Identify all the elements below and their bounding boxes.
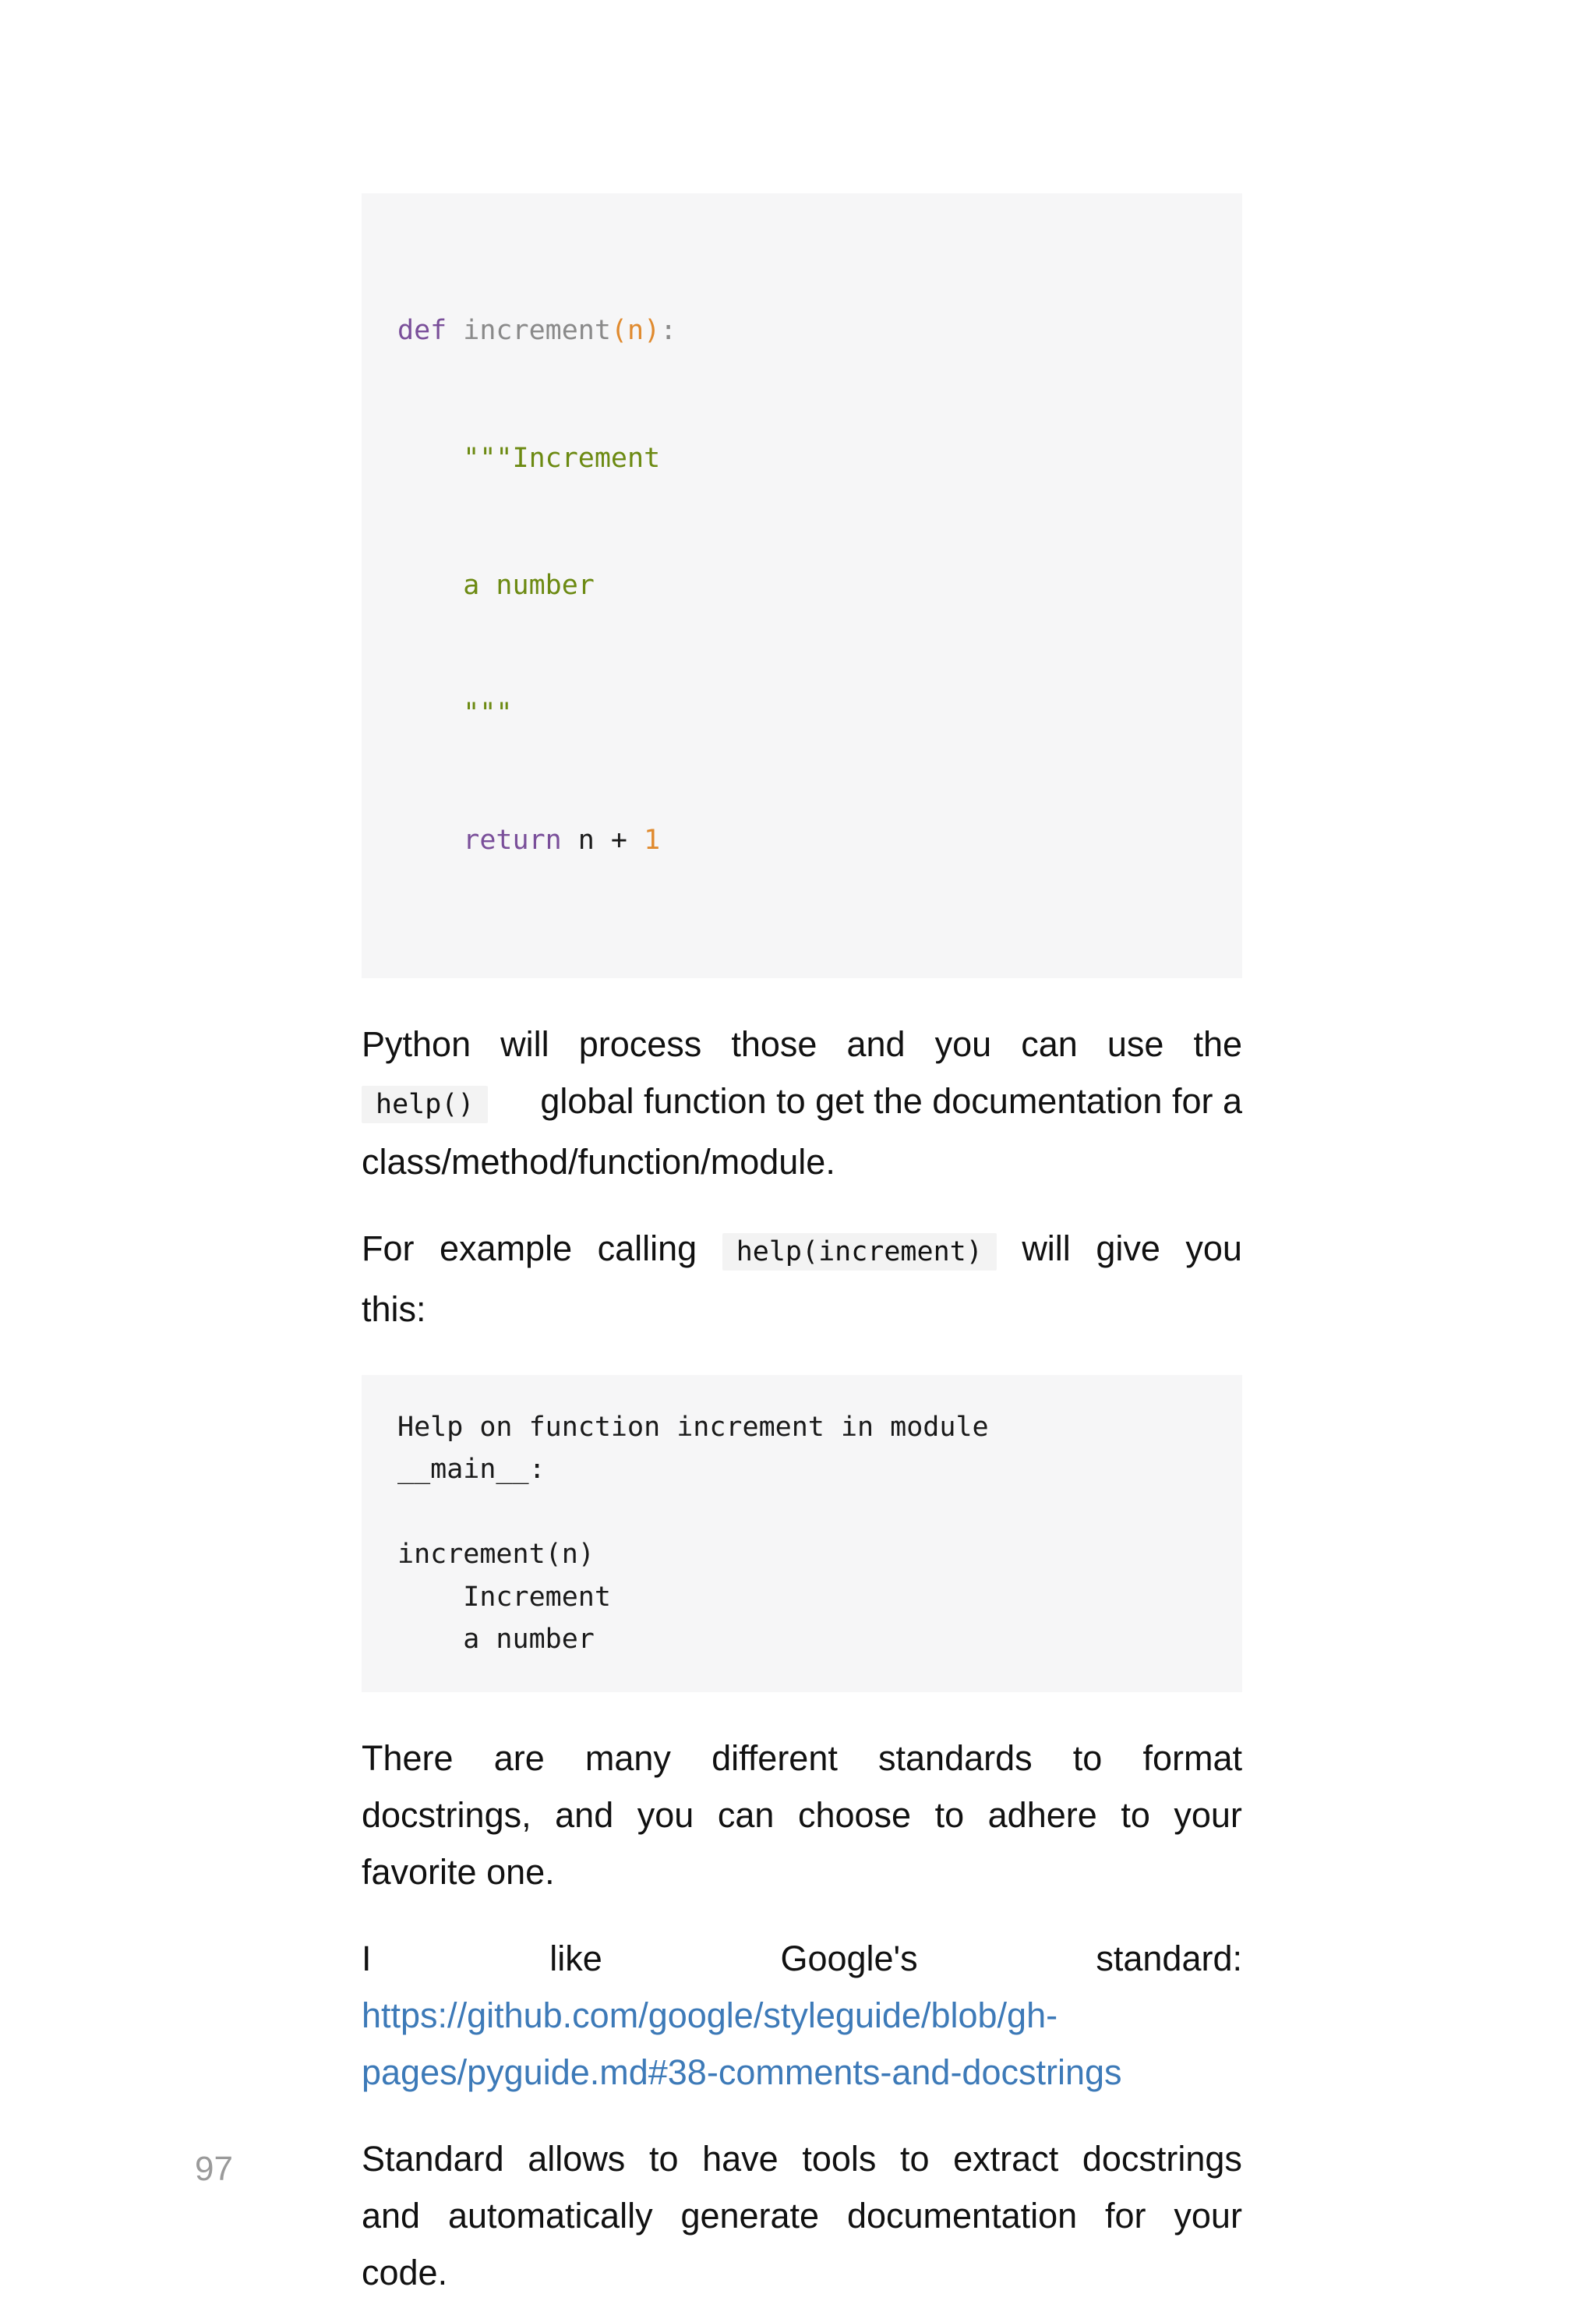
word: automatically	[447, 2195, 653, 2236]
text-line: code.	[362, 2252, 448, 2292]
text-line	[362, 2130, 1242, 2187]
word: will	[500, 1023, 549, 1064]
word: and	[362, 2195, 421, 2236]
paragraph-example-calling	[362, 1220, 1242, 1338]
word: those	[731, 1023, 817, 1064]
word: calling	[597, 1228, 697, 1268]
word: different	[711, 1737, 838, 1778]
text-line	[362, 1930, 1242, 1987]
text-span: global function to get the documentation for a	[530, 1080, 1242, 1121]
word: extract	[953, 2138, 1059, 2179]
word: Google's	[780, 1938, 918, 1978]
code-output-line: __main__:	[397, 1454, 546, 1485]
word: have	[702, 2138, 779, 2179]
text-line: this:	[362, 1288, 426, 1329]
code-paren-open: (	[610, 315, 628, 346]
word: give	[1096, 1228, 1160, 1268]
word: Python	[362, 1023, 471, 1064]
word: to	[1072, 1737, 1103, 1778]
code-docstring-line: """Increment	[397, 442, 661, 474]
styleguide-link-continued[interactable]: pages/pyguide.md#38-comments-and-docstrings	[362, 2052, 1122, 2092]
word: Standard	[362, 2138, 504, 2179]
word: your	[1174, 1794, 1242, 1835]
text-line	[362, 1787, 1242, 1843]
inline-code-help: help()	[362, 1086, 488, 1123]
word: and	[846, 1023, 906, 1064]
word: you	[1185, 1228, 1242, 1268]
word: format	[1142, 1737, 1242, 1778]
word: and	[555, 1794, 614, 1835]
code-function-name: increment	[447, 315, 611, 346]
text-line	[362, 1073, 1242, 1133]
word: docstrings,	[362, 1794, 531, 1835]
code-return-expr: n +	[561, 825, 644, 856]
text-line	[362, 2187, 1242, 2244]
paragraph-help-function	[362, 1016, 1242, 1190]
code-output-line	[397, 1491, 1206, 1534]
text-line	[362, 1016, 1242, 1073]
code-docstring-line: a number	[397, 570, 595, 601]
word: are	[493, 1737, 545, 1778]
code-block-help-output	[362, 1375, 1242, 1692]
code-param: n	[627, 315, 644, 346]
code-colon: :	[660, 315, 677, 346]
code-keyword-return: return	[397, 825, 562, 856]
code-output-line: Help on function increment in module	[397, 1411, 989, 1443]
paragraph-standard-tools	[362, 2130, 1242, 2301]
code-number: 1	[644, 825, 661, 856]
code-output-line: Increment	[397, 1581, 611, 1613]
styleguide-link[interactable]: https://github.com/google/styleguide/blob/gh-	[362, 1995, 1058, 2035]
code-output-line: a number	[397, 1624, 595, 1655]
word: for	[1105, 2195, 1146, 2236]
paragraph-docstring-standards	[362, 1730, 1242, 1900]
word: allows	[528, 2138, 626, 2179]
word: documentation	[846, 2195, 1078, 2236]
word: choose	[797, 1794, 912, 1835]
text-line	[362, 1730, 1242, 1787]
word: generate	[680, 2195, 820, 2236]
word: like	[549, 1938, 602, 1978]
word: to	[1121, 1794, 1150, 1835]
text-line	[362, 1220, 1242, 1281]
word: For	[362, 1228, 415, 1268]
text-line	[362, 2044, 1242, 2101]
code-output-line: increment(n)	[397, 1539, 595, 1570]
inline-code-help-increment: help(increment)	[722, 1233, 997, 1271]
text-line: favorite one.	[362, 1851, 555, 1892]
code-paren-close: )	[644, 315, 661, 346]
word: standard:	[1096, 1938, 1242, 1978]
word: the	[1193, 1023, 1242, 1064]
code-keyword-def: def	[397, 315, 447, 346]
text-line	[362, 1987, 1242, 2044]
code-line	[397, 309, 1206, 352]
word: tools	[802, 2138, 877, 2179]
page-content	[362, 193, 1242, 2301]
word: can	[1021, 1023, 1078, 1064]
page-number: 97	[195, 2150, 233, 2188]
word: There	[362, 1737, 454, 1778]
code-line	[397, 819, 1206, 862]
word: standards	[878, 1737, 1033, 1778]
word: you	[934, 1023, 992, 1064]
word: will	[1022, 1228, 1071, 1268]
word: process	[578, 1023, 702, 1064]
word: example	[440, 1228, 573, 1268]
code-block-increment-def	[362, 193, 1242, 978]
word: I	[362, 1938, 372, 1978]
word: use	[1107, 1023, 1164, 1064]
word: your	[1174, 2195, 1242, 2236]
paragraph-google-standard	[362, 1930, 1242, 2101]
word: to	[900, 2138, 930, 2179]
code-docstring-line: """	[397, 697, 513, 729]
word: you	[637, 1794, 694, 1835]
word: docstrings	[1082, 2138, 1242, 2179]
word: many	[584, 1737, 671, 1778]
text-line: class/method/function/module.	[362, 1141, 835, 1182]
word: to	[648, 2138, 679, 2179]
word: to	[934, 1794, 965, 1835]
word: can	[717, 1794, 775, 1835]
word: adhere	[987, 1794, 1097, 1835]
